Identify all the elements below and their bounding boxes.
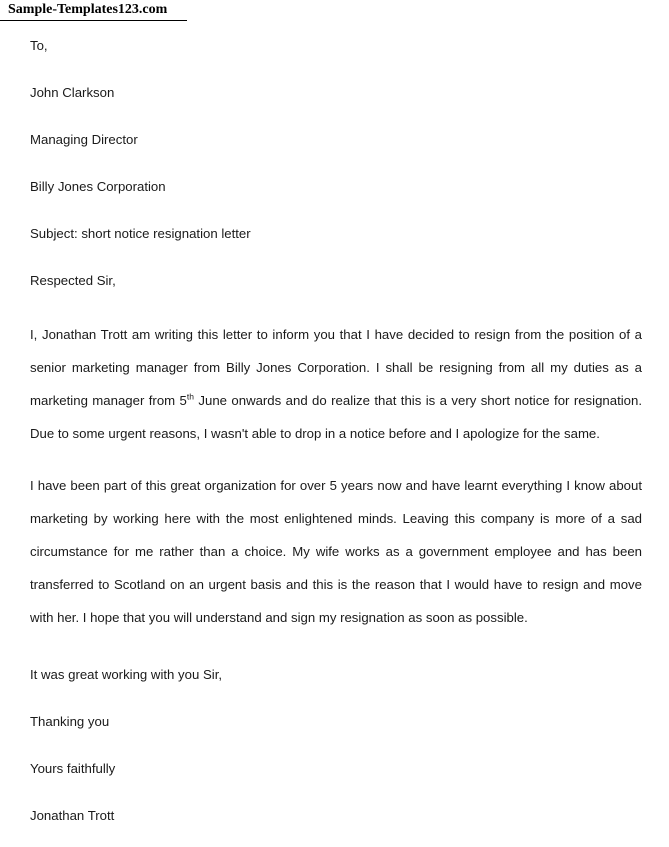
letter-to-label: To, [30, 38, 48, 53]
letter-paragraph-1 [30, 318, 642, 450]
paragraph-1-text-part-2: June onwards and do realize that this is a very short notice for resignation. Due to some urgent reasons, I wasn't able to drop in a notice before and I apologize for the same. [30, 393, 643, 441]
sender-name: Jonathan Trott [30, 808, 115, 823]
closing-remark: It was great working with you Sir, [30, 667, 223, 682]
letter-paragraph-2: I have been part of this great organization for over 5 years now and have learnt everything I know about marketing by working here with the most enlightened minds. Leaving this company is more of a sad circumstance for me rather than a choice. My wife works as a government employee and has been transferred to Scotland on an urgent basis and this is the reason that I would have to resign and move with her. I hope that you will understand and sign my resignation as soon as possible. [30, 478, 642, 625]
letter-subject: Subject: short notice resignation letter [30, 226, 251, 241]
sign-off-line: Yours faithfully [30, 761, 116, 776]
letter-greeting: Respected Sir, [30, 273, 116, 288]
recipient-name: John Clarkson [30, 85, 115, 100]
recipient-title: Managing Director [30, 132, 138, 147]
paragraph-1-ordinal-suffix: th [186, 391, 194, 402]
recipient-company: Billy Jones Corporation [30, 179, 166, 194]
thanking-you-line: Thanking you [30, 714, 110, 729]
site-watermark: Sample-Templates123.com [8, 2, 168, 17]
letter-closing-block [30, 651, 642, 839]
paragraph-1-text-part-1: I, Jonathan Trott am writing this letter to inform you that I have decided to resign from the position of a senior marketing manager from Billy Jones Corporation. I shall be resigning from all my duties as a marketing manager from 5 [30, 327, 642, 408]
watermark-divider [0, 20, 187, 21]
resignation-letter-body [30, 22, 642, 837]
